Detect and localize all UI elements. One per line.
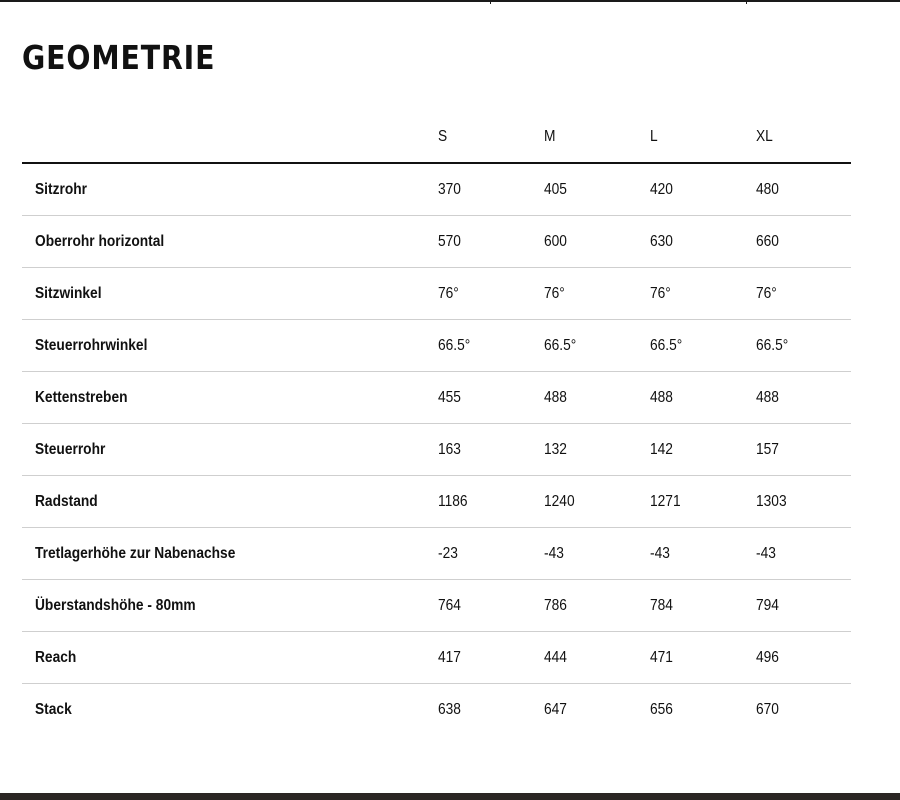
row-label: Steuerrohr	[35, 440, 106, 458]
row-label: Stack	[35, 700, 72, 718]
table-row	[22, 684, 851, 736]
value-cell	[746, 424, 851, 476]
row-label-cell	[22, 320, 428, 372]
table-row	[22, 216, 851, 268]
table-row	[22, 320, 851, 372]
cell-value: 66.5°	[544, 336, 577, 354]
value-cell	[534, 528, 640, 580]
value-cell	[640, 476, 746, 528]
row-label: Oberrohr horizontal	[35, 232, 165, 250]
cell-value: 638	[438, 700, 461, 718]
value-cell	[746, 580, 851, 632]
size-header-m	[534, 112, 640, 163]
value-cell	[640, 580, 746, 632]
value-cell	[640, 528, 746, 580]
value-cell	[746, 320, 851, 372]
cell-value: 132	[544, 440, 567, 458]
value-cell	[640, 163, 746, 216]
value-cell	[640, 216, 746, 268]
value-cell	[534, 216, 640, 268]
value-cell	[640, 320, 746, 372]
value-cell	[746, 684, 851, 736]
value-cell	[746, 632, 851, 684]
table-row	[22, 372, 851, 424]
row-label-cell	[22, 476, 428, 528]
cell-value: 630	[650, 232, 673, 250]
cell-value: 480	[756, 180, 779, 198]
cell-value: 76°	[438, 284, 459, 302]
size-label: XL	[756, 128, 773, 145]
top-border-tick	[490, 0, 491, 4]
header-label-cell	[22, 112, 428, 163]
cell-value: 1240	[544, 492, 575, 510]
table-row	[22, 163, 851, 216]
cell-value: 66.5°	[650, 336, 683, 354]
value-cell	[640, 632, 746, 684]
value-cell	[534, 268, 640, 320]
row-label-cell	[22, 372, 428, 424]
cell-value: 76°	[544, 284, 565, 302]
table-row	[22, 268, 851, 320]
size-label: M	[544, 128, 556, 145]
value-cell	[534, 424, 640, 476]
value-cell	[640, 372, 746, 424]
row-label-cell	[22, 163, 428, 216]
value-cell	[428, 424, 534, 476]
size-header-xl	[746, 112, 851, 163]
value-cell	[428, 320, 534, 372]
cell-value: 455	[438, 388, 461, 406]
cell-value: -43	[544, 544, 564, 562]
value-cell	[746, 372, 851, 424]
cell-value: 1271	[650, 492, 681, 510]
cell-value: 764	[438, 596, 461, 614]
value-cell	[746, 476, 851, 528]
value-cell	[534, 372, 640, 424]
top-border-tick	[746, 0, 747, 4]
value-cell	[428, 372, 534, 424]
cell-value: 157	[756, 440, 779, 458]
cell-value: 142	[650, 440, 673, 458]
row-label-cell	[22, 632, 428, 684]
top-border	[0, 0, 900, 2]
value-cell	[534, 163, 640, 216]
value-cell	[640, 424, 746, 476]
bottom-bar	[0, 793, 900, 800]
table-row	[22, 476, 851, 528]
value-cell	[746, 528, 851, 580]
row-label: Überstandshöhe - 80mm	[35, 596, 196, 614]
row-label: Reach	[35, 648, 77, 666]
row-label-cell	[22, 684, 428, 736]
cell-value: 163	[438, 440, 461, 458]
cell-value: 600	[544, 232, 567, 250]
size-header-s	[428, 112, 534, 163]
value-cell	[746, 216, 851, 268]
cell-value: 405	[544, 180, 567, 198]
table-row	[22, 632, 851, 684]
row-label: Radstand	[35, 492, 98, 510]
row-label: Kettenstreben	[35, 388, 128, 406]
row-label-cell	[22, 268, 428, 320]
row-label: Steuerrohrwinkel	[35, 336, 148, 354]
row-label-cell	[22, 216, 428, 268]
value-cell	[534, 684, 640, 736]
value-cell	[534, 320, 640, 372]
cell-value: 570	[438, 232, 461, 250]
table-header	[22, 112, 851, 163]
cell-value: 784	[650, 596, 673, 614]
cell-value: 786	[544, 596, 567, 614]
cell-value: 420	[650, 180, 673, 198]
table-row	[22, 424, 851, 476]
row-label: Sitzrohr	[35, 180, 87, 198]
row-label-cell	[22, 424, 428, 476]
cell-value: -43	[756, 544, 776, 562]
cell-value: 656	[650, 700, 673, 718]
value-cell	[428, 216, 534, 268]
value-cell	[428, 163, 534, 216]
value-cell	[640, 268, 746, 320]
value-cell	[534, 476, 640, 528]
row-label-cell	[22, 580, 428, 632]
size-label: S	[438, 128, 448, 145]
cell-value: 488	[756, 388, 779, 406]
value-cell	[746, 268, 851, 320]
value-cell	[428, 580, 534, 632]
value-cell	[534, 632, 640, 684]
value-cell	[428, 528, 534, 580]
cell-value: 496	[756, 648, 779, 666]
size-label: L	[650, 128, 658, 145]
value-cell	[428, 632, 534, 684]
value-cell	[534, 580, 640, 632]
cell-value: 488	[650, 388, 673, 406]
cell-value: 1186	[438, 492, 468, 510]
cell-value: 444	[544, 648, 567, 666]
cell-value: 670	[756, 700, 779, 718]
cell-value: 66.5°	[756, 336, 789, 354]
value-cell	[428, 684, 534, 736]
row-label: Tretlagerhöhe zur Nabenachse	[35, 544, 236, 562]
page-title: GEOMETRIE	[22, 38, 216, 77]
cell-value: -43	[650, 544, 670, 562]
value-cell	[640, 684, 746, 736]
geometry-table	[22, 112, 851, 735]
row-label-cell	[22, 528, 428, 580]
cell-value: 1303	[756, 492, 787, 510]
table-row	[22, 528, 851, 580]
cell-value: 660	[756, 232, 779, 250]
cell-value: 66.5°	[438, 336, 471, 354]
table-row	[22, 580, 851, 632]
cell-value: 76°	[650, 284, 671, 302]
value-cell	[428, 268, 534, 320]
value-cell	[746, 163, 851, 216]
cell-value: 417	[438, 648, 461, 666]
size-header-l	[640, 112, 746, 163]
cell-value: 471	[650, 648, 673, 666]
cell-value: 488	[544, 388, 567, 406]
cell-value: 647	[544, 700, 567, 718]
cell-value: 76°	[756, 284, 777, 302]
cell-value: 794	[756, 596, 779, 614]
value-cell	[428, 476, 534, 528]
table-body	[22, 163, 851, 735]
cell-value: 370	[438, 180, 461, 198]
cell-value: -23	[438, 544, 458, 562]
header-row	[22, 112, 851, 163]
row-label: Sitzwinkel	[35, 284, 102, 302]
